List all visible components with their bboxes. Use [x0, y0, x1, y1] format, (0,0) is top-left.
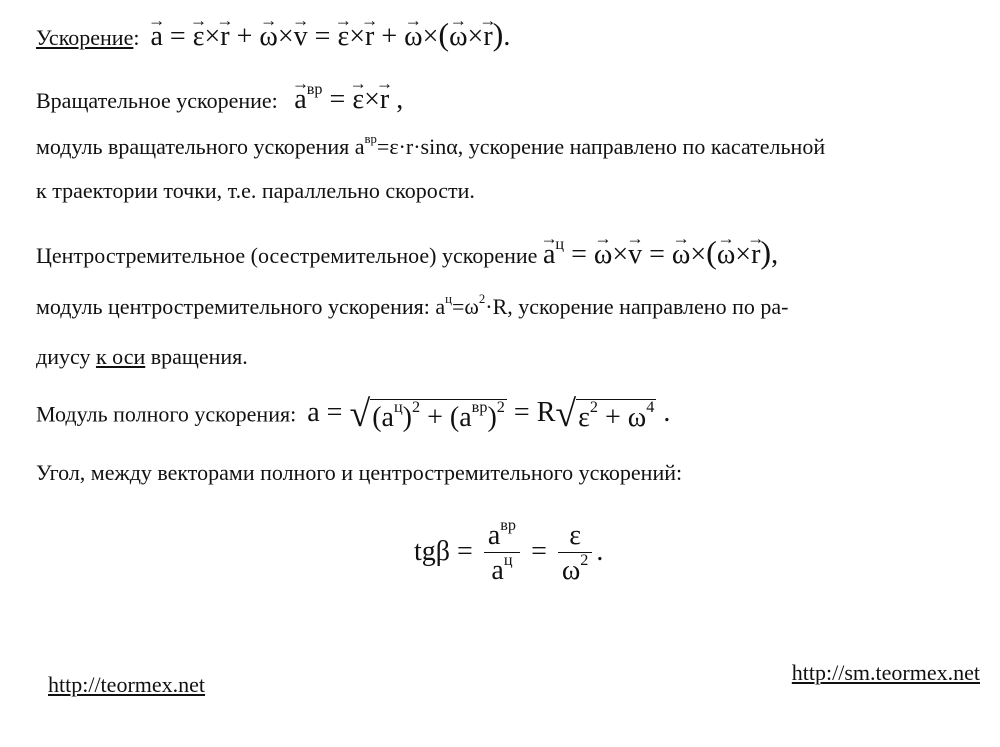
link-sm-teormex[interactable]: http://sm.teormex.net	[791, 660, 980, 685]
text-rot-mod-b: =ε·r·sinα, ускорение направлено по касательной	[376, 134, 826, 159]
tg-lhs: tgβ	[414, 535, 451, 567]
label-full-modulus: Модуль полного ускорения:	[36, 401, 297, 427]
text-rot-mod-a: модуль вращательного ускорения a	[36, 134, 365, 159]
sup-vr: вр	[306, 80, 323, 99]
line-centripetal	[36, 236, 778, 269]
line-rotational-modulus	[36, 132, 826, 159]
formula-full-modulus: $a = √(a^ц)^2 + (a^{вр})^2 = R√\varepsilon^2 + \omega^4$ .	[307, 393, 671, 435]
formula-tg: tgβ = $\frac{a^{вр}}{a^ц}$ = $\frac{\varepsilon}{\omega^2}$ .	[414, 516, 604, 586]
formula-rotational: → $a^{вр}$ = → ε×→ r ,	[294, 84, 403, 115]
text-axis-underlined: к оси	[95, 344, 146, 369]
line-acceleration	[36, 18, 510, 51]
line-angle: Угол, между векторами полного и центростремительного ускорений:	[36, 460, 683, 485]
label-centripetal: Центростремительное (осестремительное) ускорение	[36, 243, 538, 268]
colon: :	[133, 25, 140, 50]
fraction-2: $\frac{\varepsilon}{\omega^2}$	[558, 522, 593, 585]
sup-ts: ц	[555, 235, 565, 254]
line-rotational	[36, 80, 404, 115]
text-radius-post: вращения.	[145, 344, 248, 369]
sup-2: 2	[478, 292, 486, 307]
line-radius	[36, 346, 248, 368]
text-cent-mod-a: модуль центростремительного ускорения: a	[36, 294, 446, 319]
text-cent-mod-b: ·R, ускорение направлено по ра-	[485, 294, 789, 319]
line-tangent: к траектории точки, т.е. параллельно скорости.	[36, 178, 475, 203]
label-rotational: Вращательное ускорение:	[36, 88, 278, 113]
line-full-modulus	[36, 393, 671, 435]
fraction-1: $\frac{a^{вр}}{a^ц}$	[484, 522, 520, 585]
sup-ts-2: ц	[445, 292, 452, 307]
sup-vr-2: вр	[364, 132, 377, 147]
link-teormex[interactable]: http://teormex.net	[48, 672, 206, 697]
label-acceleration: Ускорение	[36, 25, 134, 50]
text-omega: =ω	[452, 294, 479, 319]
text-radius-pre: диусу	[36, 344, 96, 369]
tg-period: .	[596, 535, 604, 567]
line-centripetal-modulus	[36, 292, 789, 319]
formula-centripetal: → $a^ц$ = → ω×→ v = → ω×(→ ω×→ r),	[543, 239, 778, 270]
formula-acceleration: → a = → ε×→ r + → ω×→ v = → ε×→ r + → ω×(→ ω×→ r).	[150, 21, 510, 52]
